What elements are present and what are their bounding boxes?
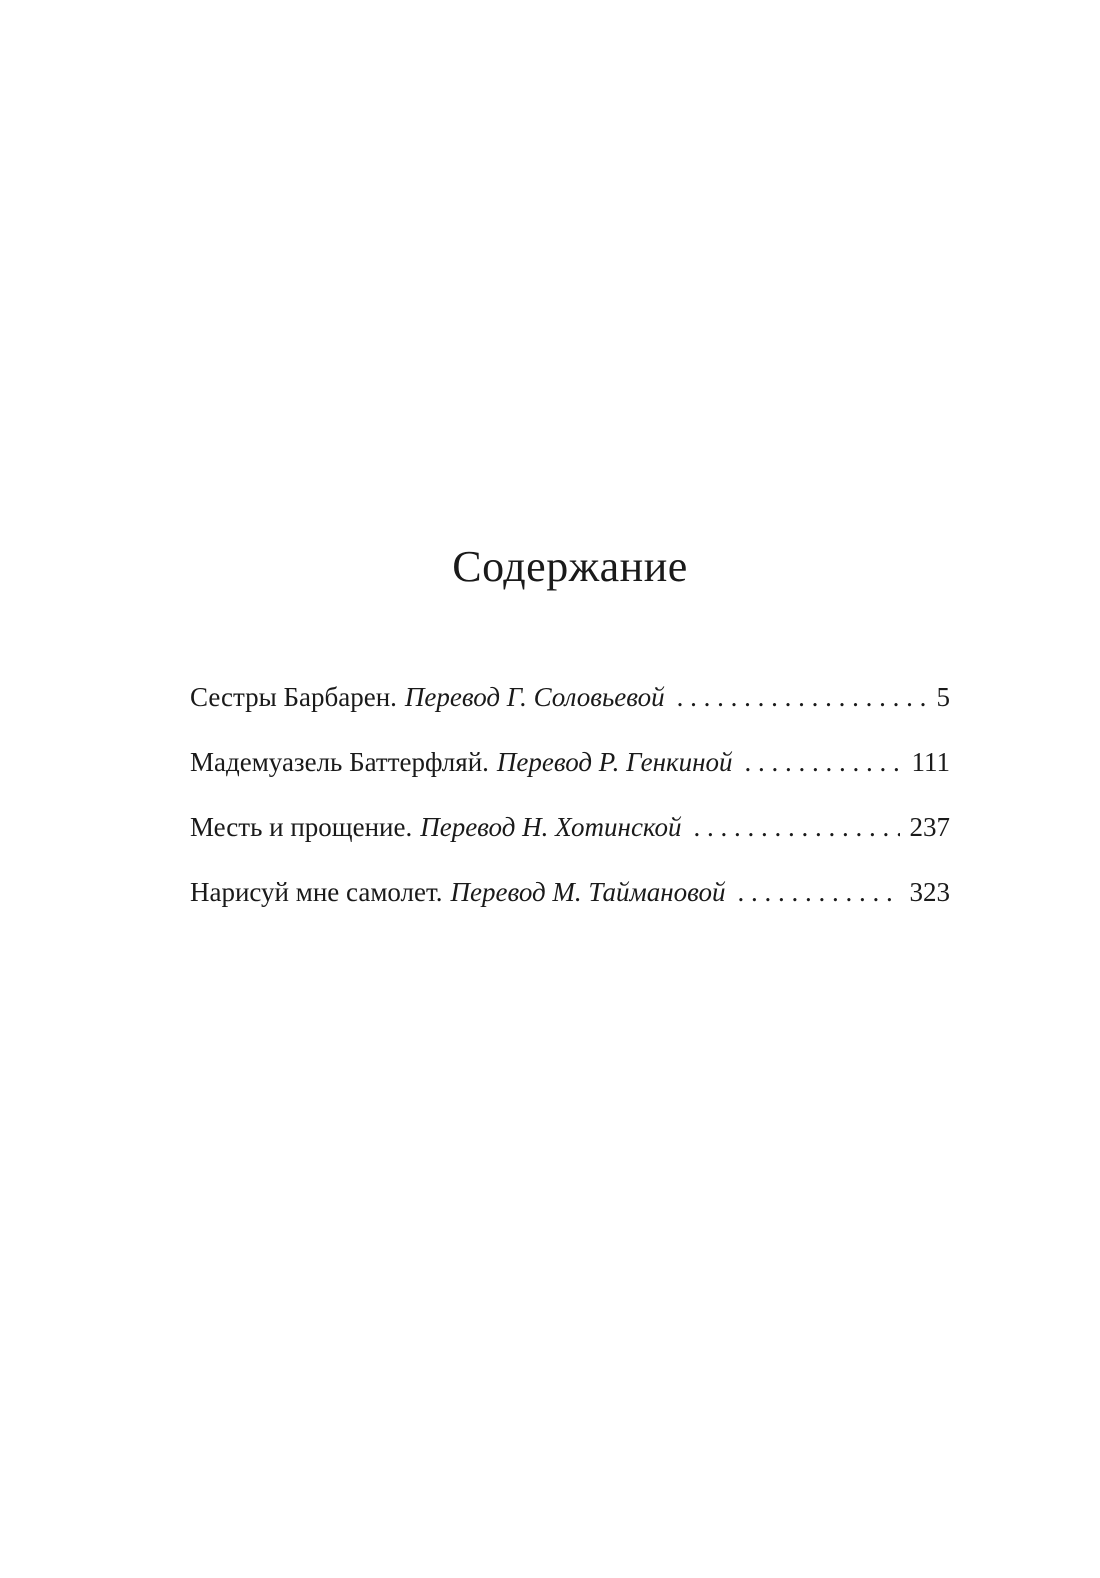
entry-page-number: 237 xyxy=(909,812,950,842)
entry-translator: Перевод Н. Хотинской xyxy=(420,812,682,842)
dot-leader xyxy=(745,737,902,787)
toc-heading: Содержание xyxy=(452,542,688,591)
entry-translator: Перевод М. Таймановой xyxy=(450,877,726,907)
entry-title: Месть и прощение. xyxy=(190,812,413,842)
toc-entry xyxy=(190,867,950,932)
toc-entry xyxy=(190,802,950,867)
dot-leader xyxy=(737,867,899,917)
entry-title: Сестры Барбарен. xyxy=(190,682,397,712)
entry-title: Мадемуазель Баттерфляй. xyxy=(190,747,489,777)
toc-list xyxy=(190,672,950,932)
dot-leader xyxy=(694,802,900,852)
toc-entry xyxy=(190,737,950,802)
entry-translator: Перевод Г. Соловьевой xyxy=(404,682,665,712)
entry-title: Нарисуй мне самолет. xyxy=(190,877,443,907)
entry-page-number: 111 xyxy=(911,747,950,777)
dot-leader xyxy=(677,672,927,722)
entry-translator: Перевод Р. Генкиной xyxy=(496,747,733,777)
toc-entry xyxy=(190,672,950,737)
entry-page-number: 5 xyxy=(936,682,950,712)
entry-page-number: 323 xyxy=(909,877,950,907)
